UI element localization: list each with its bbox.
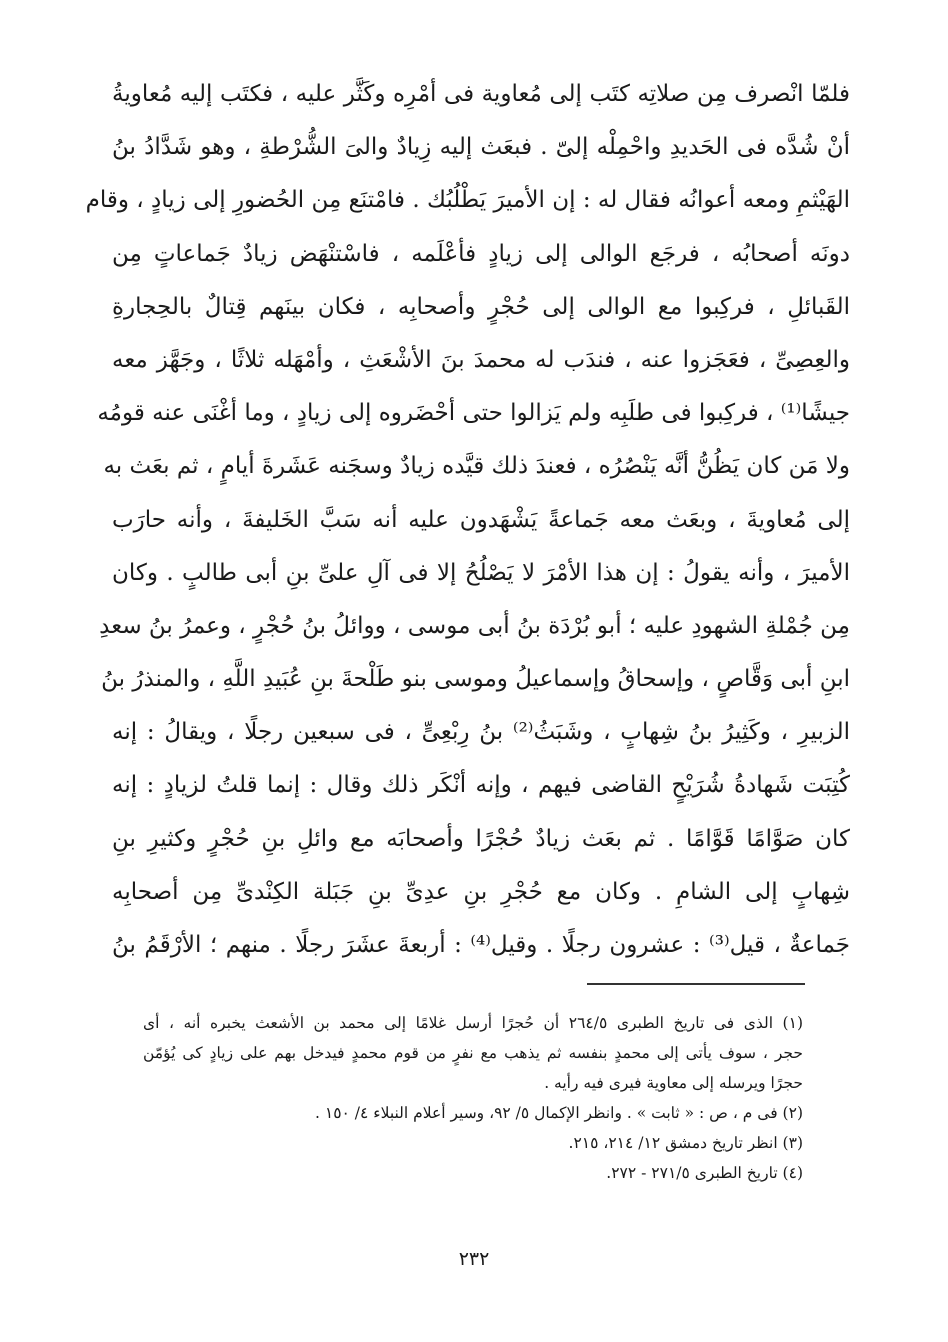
footnote-4: (٤) تاريخ الطبرى ٢٧١/٥ - ٢٧٢. — [606, 1164, 803, 1182]
text-line: شِهابٍ إلى الشامِ . وكان مع حُجْرِ بنِ عدِىِّ بنِ جَبَلة الكِنْدىِّ مِن أصحابِه — [112, 878, 850, 905]
text-line: القَبائلِ ، فركِبوا مع الوالى إلى حُجْرٍ وأصحابِه ، فكان بينَهم قِتالٌ بالحِجارةِ — [112, 293, 850, 320]
text-line: فلمّا انْصرف مِن صلاتِه كتَب إلى مُعاوية فى أمْرِه وكَثَّر عليه ، فكتَب إليه مُعاويةُ — [112, 81, 850, 107]
text-line: إلى مُعاويةَ ، وبعَث معه جَماعةً يَشْهَدون عليه أنه سَبَّ الخَليفةَ ، وأنه حارَب — [112, 506, 850, 533]
text-line: أنْ شُدَّه فى الحَديدِ واحْمِلْه إلىّ . فبعَث إليه زِيادٌ والىَ الشُّرْطةِ ، وهو شَدَّادُ بنُ — [112, 134, 850, 161]
page-number: ٢٣٢ — [458, 1248, 490, 1270]
text-line: جيشًا⁽¹⁾ ، فركِبوا فى طلَبِه ولم يَزالوا حتى أحْضَروه إلى زيادٍ ، وما أغْنَى عنه قومُه — [97, 400, 850, 427]
footnote-1-line-3: حجرًا ويرسله إلى معاوية فيرى فيه رأيه . — [544, 1074, 803, 1092]
text-line: دونَه أصحابُه ، فرجَع الوالى إلى زيادٍ فأعْلَمه ، فاسْتنْهَض زيادٌ جَماعاتٍ مِن — [112, 240, 850, 267]
text-line: ولا مَن كان يَظُنُّ أنَّه يَنْصُرُه ، فعندَ ذلك قيَّده زيادٌ وسجَنه عَشَرةَ أيامٍ ، ثم بعَث به — [103, 453, 850, 480]
footnote-1-line-1: (١) الذى فى تاريخ الطبرى ٢٦٤/٥ أن حُجرًا أرسل غلامًا إلى محمد بن الأشعث يخبره أنه ، أى — [143, 1014, 803, 1032]
text-line: الهَيْثمِ ومعه أعوانُه فقال له : إن الأميرَ يَطْلُبُك . فامْتنَع مِن الحُضورِ إلى زيادٍ ، وقام — [85, 187, 850, 214]
text-line: الأميرَ ، وأنه يقولُ : إن هذا الأمْرَ لا يَصْلُحُ إلا فى آلِ علىِّ بنِ أبى طالبٍ . وكان — [112, 559, 850, 586]
footnote-2: (٢) فى م ، ص : « ثابت » . وانظر الإكمال ٥/ ٩٢، وسير أعلام النبلاء ٤/ ١٥٠ . — [315, 1104, 803, 1122]
text-line: كان صَوَّامًا قَوَّامًا . ثم بعَث زيادٌ حُجْرًا وأصحابَه مع وائلِ بنِ حُجْرٍ وكثيرِ بنِ — [112, 825, 850, 852]
footnote-3: (٣) انظر تاريخ دمشق ١٢/ ٢١٤، ٢١٥. — [568, 1134, 803, 1152]
footnotes-block — [143, 1008, 803, 1188]
text-line: الزبيرِ ، وكَثِيرُ بنُ شِهابٍ ، وشَبَثُ⁽²⁾ بنُ رِبْعِىٍّ ، فى سبعين رجلًا ، ويقالُ : إنه — [112, 719, 850, 746]
footnote-1-line-2: حجر ، سوف يأتى إلى محمدٍ بنفسه ثم يذهب مع نفرٍ من قوم محمدٍ فيدخل بهم على زيادٍ كى يُؤمّن — [143, 1044, 803, 1062]
footnote-separator — [587, 983, 805, 985]
text-line: مِن جُمْلةِ الشهودِ عليه ؛ أبو بُرْدَة بنُ أبى موسى ، ووائلُ بنُ حُجْرٍ ، وعمرُ بنُ سعدِ — [99, 612, 850, 639]
text-line: جَماعةٌ ، قيل⁽³⁾ : عشرون رجلًا . وقيل⁽⁴⁾ : أربعةَ عشَرَ رجلًا . منهم ؛ الأرْقَمُ بنُ — [112, 932, 850, 958]
text-line: كُتِبَت شَهادةُ شُرَيْحٍ القاضى فيهم ، وإنه أنْكَر ذلك وقال : إنما قلتُ لزيادٍ : إنه — [112, 772, 850, 799]
text-line: ابنِ أبى وَقَّاصٍ ، وإسحاقُ وإسماعيلُ وموسى بنو طَلْحةَ بنِ عُبَيدِ اللَّهِ ، والمنذرُ بنُ — [101, 666, 850, 693]
main-text-block — [85, 68, 850, 972]
text-line: والعِصِىِّ ، فعَجَزوا عنه ، فندَب له محمدَ بنَ الأشْعَثِ ، وأمْهَله ثلاثًا ، وجَهَّز معه — [112, 346, 850, 373]
